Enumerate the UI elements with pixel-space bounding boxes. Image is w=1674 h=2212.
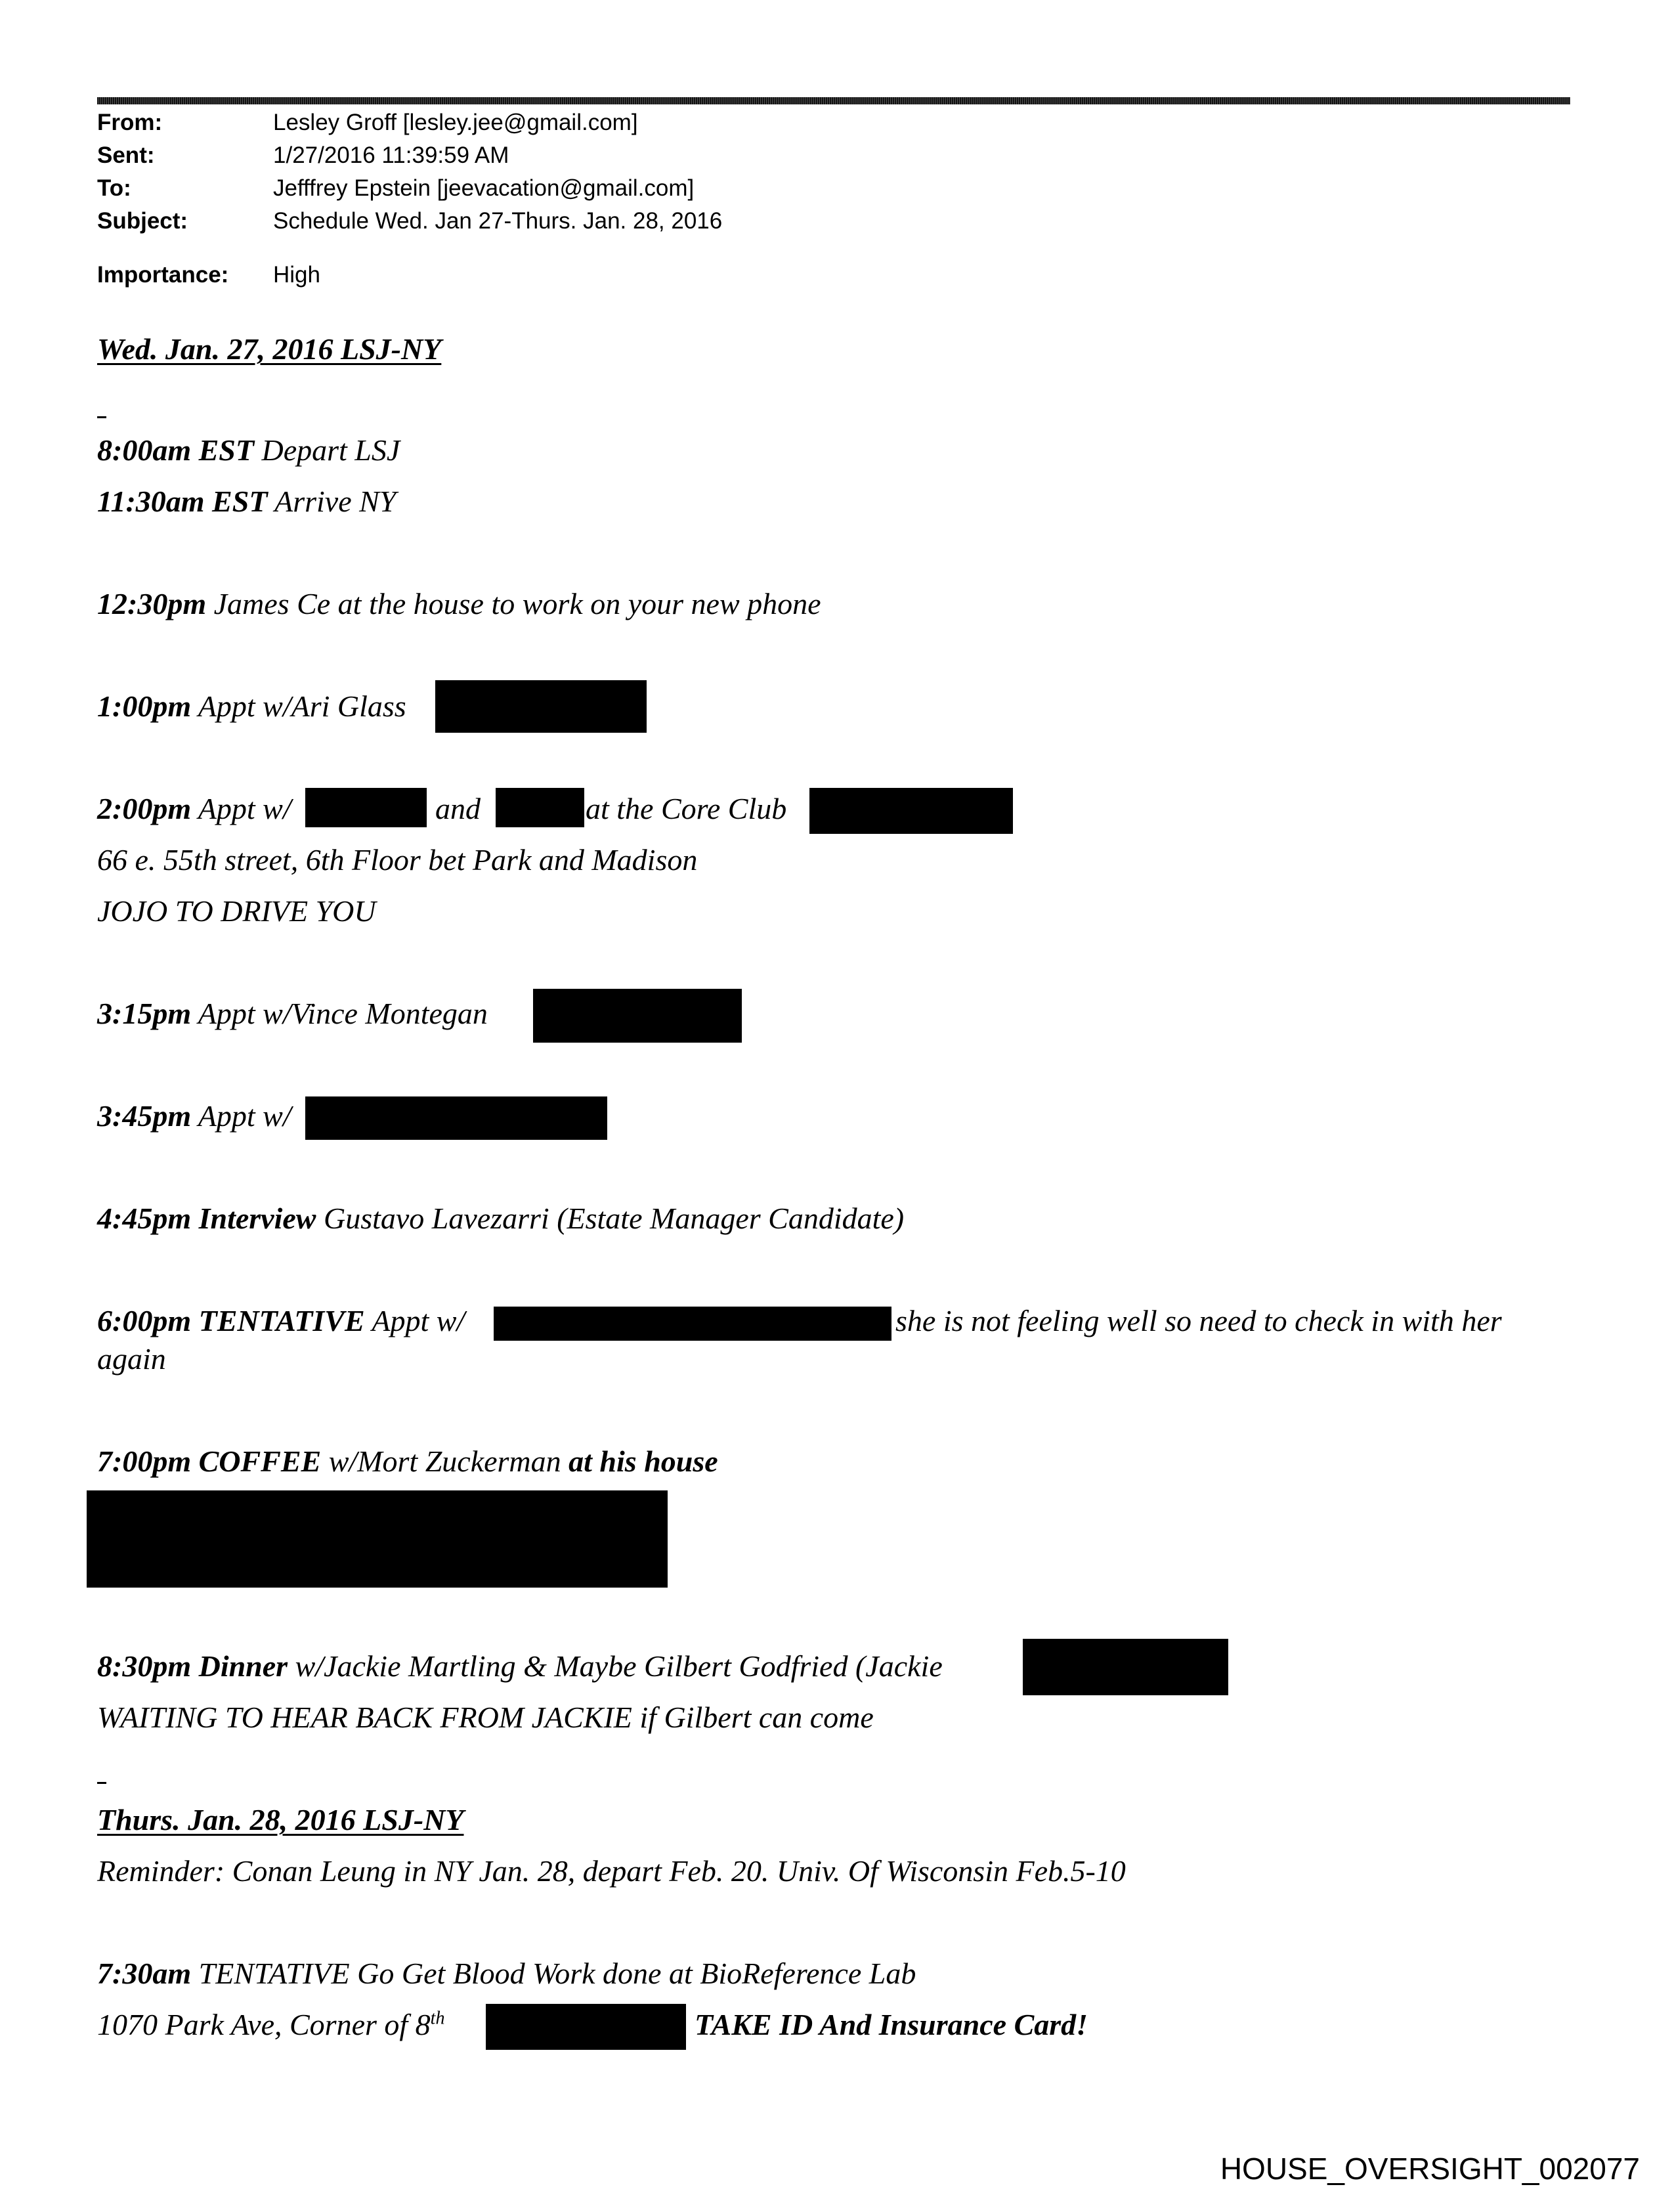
time-0345: 3:45pm [97,1099,192,1133]
time-0100: 1:00pm [97,689,192,723]
schedule-line-0830 [97,1648,943,1685]
to-value: Jefffrey Epstein [jeevacation@gmail.com] [273,175,695,201]
redaction-block [494,1307,891,1341]
time-0200: 2:00pm [97,792,192,825]
sent-label: Sent: [97,142,155,168]
text-0600-b: she is not feeling well so need to check in with her [895,1304,1502,1337]
text-0345: Appt w/ [191,1099,291,1133]
text-0200-a: Appt w/ [191,792,291,825]
schedule-line-0700 [97,1443,718,1480]
redaction-block [435,680,647,733]
schedule-line-0200 [97,791,291,827]
time-0315: 3:15pm [97,997,192,1030]
time-0600: 6:00pm TENTATIVE [97,1304,365,1337]
schedule-line-0315 [97,995,488,1032]
from-label: From: [97,110,163,135]
subject-value: Schedule Wed. Jan 27-Thurs. Jan. 28, 2016 [273,208,723,234]
redaction-block [87,1490,668,1588]
redaction-block [305,1096,607,1140]
text-0730: TENTATIVE Go Get Blood Work done at BioReference Lab [191,1957,916,1990]
time-1230: 12:30pm [97,587,207,620]
schedule-line-0100 [97,688,406,725]
header-rule [97,97,1570,104]
importance-label: Importance: [97,262,229,288]
schedule-line-1230 [97,586,821,622]
address-0730-sup: th [430,2008,445,2029]
text-0800: Depart LSJ [253,433,400,467]
redaction-block [809,788,1013,834]
text-0200-c: at the Core Club [586,792,787,825]
redaction-block [1023,1639,1228,1695]
time-0700: 7:00pm COFFEE [97,1444,322,1478]
text-0445: Gustavo Lavezarri (Estate Manager Candidate) [316,1202,905,1235]
time-0830: 8:30pm Dinner [97,1649,288,1683]
to-label: To: [97,175,131,201]
schedule-line-0730 [97,1955,916,1992]
redaction-block [533,989,742,1043]
text-0100: Appt w/Ari Glass [191,689,406,723]
text-0600-a: Appt w/ [364,1304,465,1337]
day2-heading: Thurs. Jan. 28, 2016 LSJ-NY [97,1803,464,1836]
text-0830: w/Jackie Martling & Maybe Gilbert Godfried (Jackie [288,1649,943,1683]
text-0200-b: and [435,792,481,825]
importance-value: High [273,262,320,288]
address-0200: 66 e. 55th street, 6th Floor bet Park and Madison [97,843,698,877]
from-value: Lesley Groff [lesley.jee@gmail.com] [273,110,638,135]
day1-heading: Wed. Jan. 27, 2016 LSJ-NY [97,332,442,366]
separator-dash [97,416,106,418]
redaction-block [496,788,584,827]
schedule-line-1130 [97,483,396,520]
schedule-line-0800 [97,432,400,469]
text-0700: w/Mort Zuckerman [321,1444,569,1478]
time-0730: 7:30am [97,1957,192,1990]
note-0830: WAITING TO HEAR BACK FROM JACKIE if Gilbert can come [97,1701,874,1734]
schedule-line-0345 [97,1098,291,1135]
separator-dash [97,1782,106,1784]
time-0445: 4:45pm Interview [97,1202,316,1235]
address-0730-text: 1070 Park Ave, Corner of 8 [97,2008,431,2041]
redaction-block [305,788,427,827]
sent-value: 1/27/2016 11:39:59 AM [273,142,509,168]
time-0800: 8:00am EST [97,433,254,467]
bates-number: HOUSE_OVERSIGHT_002077 [1220,2152,1640,2186]
subject-label: Subject: [97,208,188,234]
reminder-line: Reminder: Conan Leung in NY Jan. 28, depart Feb. 20. Univ. Of Wisconsin Feb.5-10 [97,1854,1126,1888]
reminder-0730-bold: TAKE ID And Insurance Card! [695,2008,1088,2041]
redaction-block [486,2004,686,2050]
text-0600-c: again [97,1342,166,1376]
schedule-line-0600 [97,1303,465,1339]
driver-0200: JOJO TO DRIVE YOU [97,894,376,928]
address-0730 [97,2006,444,2043]
text-1230: James Ce at the house to work on your new phone [206,587,821,620]
schedule-line-0445 [97,1200,904,1237]
text-0700-bold: at his house [569,1444,718,1478]
text-1130: Arrive NY [267,485,397,518]
text-0315: Appt w/Vince Montegan [191,997,488,1030]
time-1130: 11:30am EST [97,485,268,518]
